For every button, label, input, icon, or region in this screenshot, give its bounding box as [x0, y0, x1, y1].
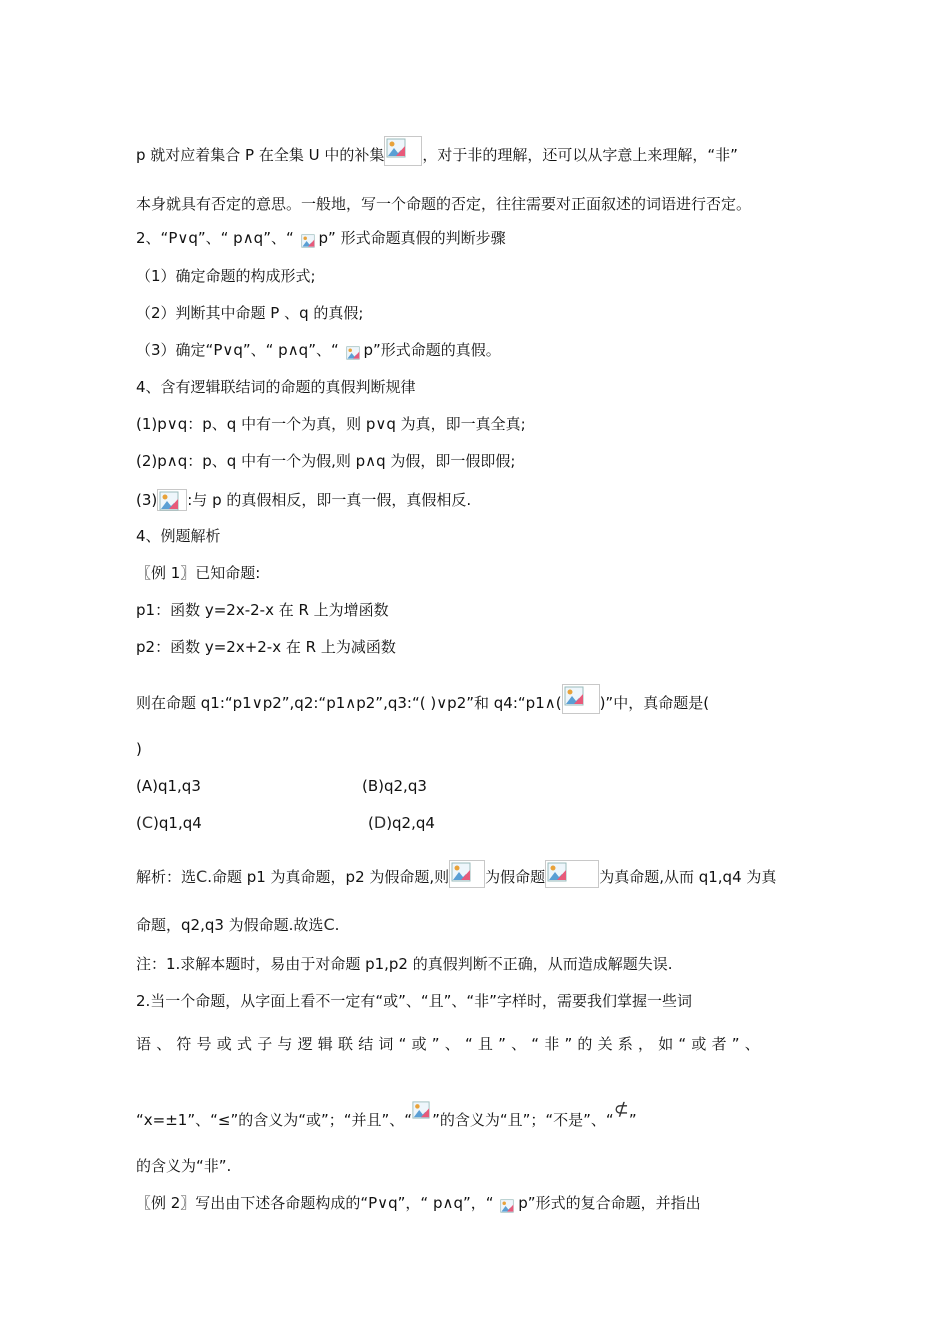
broken-image-icon: [412, 1101, 432, 1131]
text: 〖例 1〗已知命题:: [136, 564, 261, 582]
text: .命题 p1 为真命题，p2 为假命题,则: [207, 868, 450, 886]
text: 解析：选: [136, 868, 197, 886]
text: (1)p∨q：p、q 中有一个为真，则 p∨q 为真，即一真全真;: [136, 415, 526, 433]
text: 2、“P∨q”、“ p∧q”、“: [136, 229, 299, 247]
paragraph-line-1: [136, 136, 738, 166]
text: p”形式的复合命题，并指出: [518, 1194, 701, 1212]
note-2-cont: [136, 1033, 765, 1055]
text: ): [136, 740, 142, 758]
text: p”形式命题的真假。: [363, 341, 501, 359]
text: (: [136, 814, 142, 832]
option-b: [362, 775, 427, 797]
text: 2.当一个命题，从字面上看不一定有“或”、“且”、“非”字样时，需要我们掌握一些词: [136, 992, 692, 1010]
text: 的含义为“非”.: [136, 1157, 232, 1175]
analysis-line-2: [136, 914, 339, 936]
paragraph-line-2: [136, 193, 751, 215]
broken-image-icon: [384, 136, 422, 166]
text: :与 p 的真假相反，即一真一假，真假相反.: [187, 491, 472, 509]
note-2-symbols: [136, 1101, 637, 1131]
answer-letter: C: [323, 915, 335, 934]
text: .: [334, 916, 340, 934]
text: p1：函数 y=2x-2-x 在 R 上为增函数: [136, 601, 389, 619]
text: 语、符号或式子与逻辑联结词“或”、“且”、“非”的关系，如“或者”、: [136, 1035, 765, 1053]
text: “x=±1”、“≤”的含义为“或”；“并且”、“: [136, 1111, 413, 1129]
option-d: [368, 812, 435, 834]
option-a: [136, 775, 201, 797]
note-2-end: [136, 1155, 231, 1177]
option-c: [136, 812, 202, 834]
text: ”: [628, 1111, 637, 1129]
text: 命题，q2,q3 为假命题.故选: [136, 916, 324, 934]
text: (: [368, 814, 374, 832]
heading-examples: [136, 525, 221, 547]
text: p 就对应着集合 P 在全集 U 中的补集: [136, 146, 385, 164]
broken-image-icon: [545, 860, 599, 888]
text: 4、含有逻辑联结词的命题的真假判断规律: [136, 378, 416, 396]
not-subset-symbol: ⊄: [613, 1099, 629, 1120]
text: p” 形式命题真假的判断步骤: [318, 229, 506, 247]
example-1-title: [136, 562, 260, 584]
text: 注：1.求解本题时，易由于对命题 p1,p2 的真假判断不正确，从而造成解题失误.: [136, 955, 673, 973]
option-c-letter: C: [141, 813, 154, 832]
example-2-title: [136, 1192, 701, 1214]
broken-image-icon: [344, 345, 364, 361]
text: ，对于非的理解，还可以从字意上来理解，“非”: [422, 146, 738, 164]
proposition-p1: [136, 599, 389, 621]
step-1: [136, 265, 316, 287]
text: 本身就具有否定的意思。一般地，写一个命题的否定，往往需要对正面叙述的词语进行否定。: [136, 195, 752, 213]
broken-image-icon: [562, 684, 600, 714]
text: )q2,q4: [386, 814, 435, 832]
text: )”中，真命题是(: [599, 694, 710, 712]
broken-image-icon: [157, 489, 187, 511]
text: (3): [136, 491, 158, 509]
rule-1: [136, 413, 526, 435]
question-line-end: [136, 738, 142, 760]
text: ”的含义为“且”；“不是”、“: [432, 1111, 614, 1129]
step-2: [136, 302, 363, 324]
text: (2)p∧q：p、q 中有一个为假,则 p∧q 为假，即一假即假;: [136, 452, 516, 470]
heading-2: [136, 227, 506, 249]
broken-image-icon: [449, 860, 485, 888]
note-1: [136, 953, 673, 975]
option-d-letter: D: [373, 813, 387, 832]
text: 〖例 2〗写出由下述各命题构成的“P∨q”，“ p∧q”，“: [136, 1194, 499, 1212]
analysis-line-1: [136, 860, 776, 888]
text: p2：函数 y=2x+2-x 在 R 上为减函数: [136, 638, 396, 656]
heading-4: [136, 376, 416, 398]
proposition-p2: [136, 636, 396, 658]
text: （3）确定“P∨q”、“ p∧q”、“: [136, 341, 344, 359]
text: 4、例题解析: [136, 527, 221, 545]
text: 为假命题: [485, 868, 546, 886]
broken-image-icon: [498, 1198, 518, 1214]
step-3: [136, 339, 501, 361]
text: (B)q2,q3: [362, 777, 427, 795]
rule-2: [136, 450, 515, 472]
answer-letter: C: [196, 867, 208, 886]
question-line: [136, 684, 709, 714]
text: (A)q1,q3: [136, 777, 201, 795]
text: )q1,q4: [153, 814, 202, 832]
broken-image-icon: [299, 233, 319, 249]
rule-3: [136, 489, 471, 511]
text: （2）判断其中命题 P 、q 的真假;: [136, 304, 364, 322]
note-2: [136, 990, 692, 1012]
text: 则在命题 q1:“p1∨p2”,q2:“p1∧p2”,q3:“( )∨p2”和 q4:“p1∧(: [136, 694, 562, 712]
text: 为真命题,从而 q1,q4 为真: [599, 868, 777, 886]
text: （1）确定命题的构成形式;: [136, 267, 316, 285]
